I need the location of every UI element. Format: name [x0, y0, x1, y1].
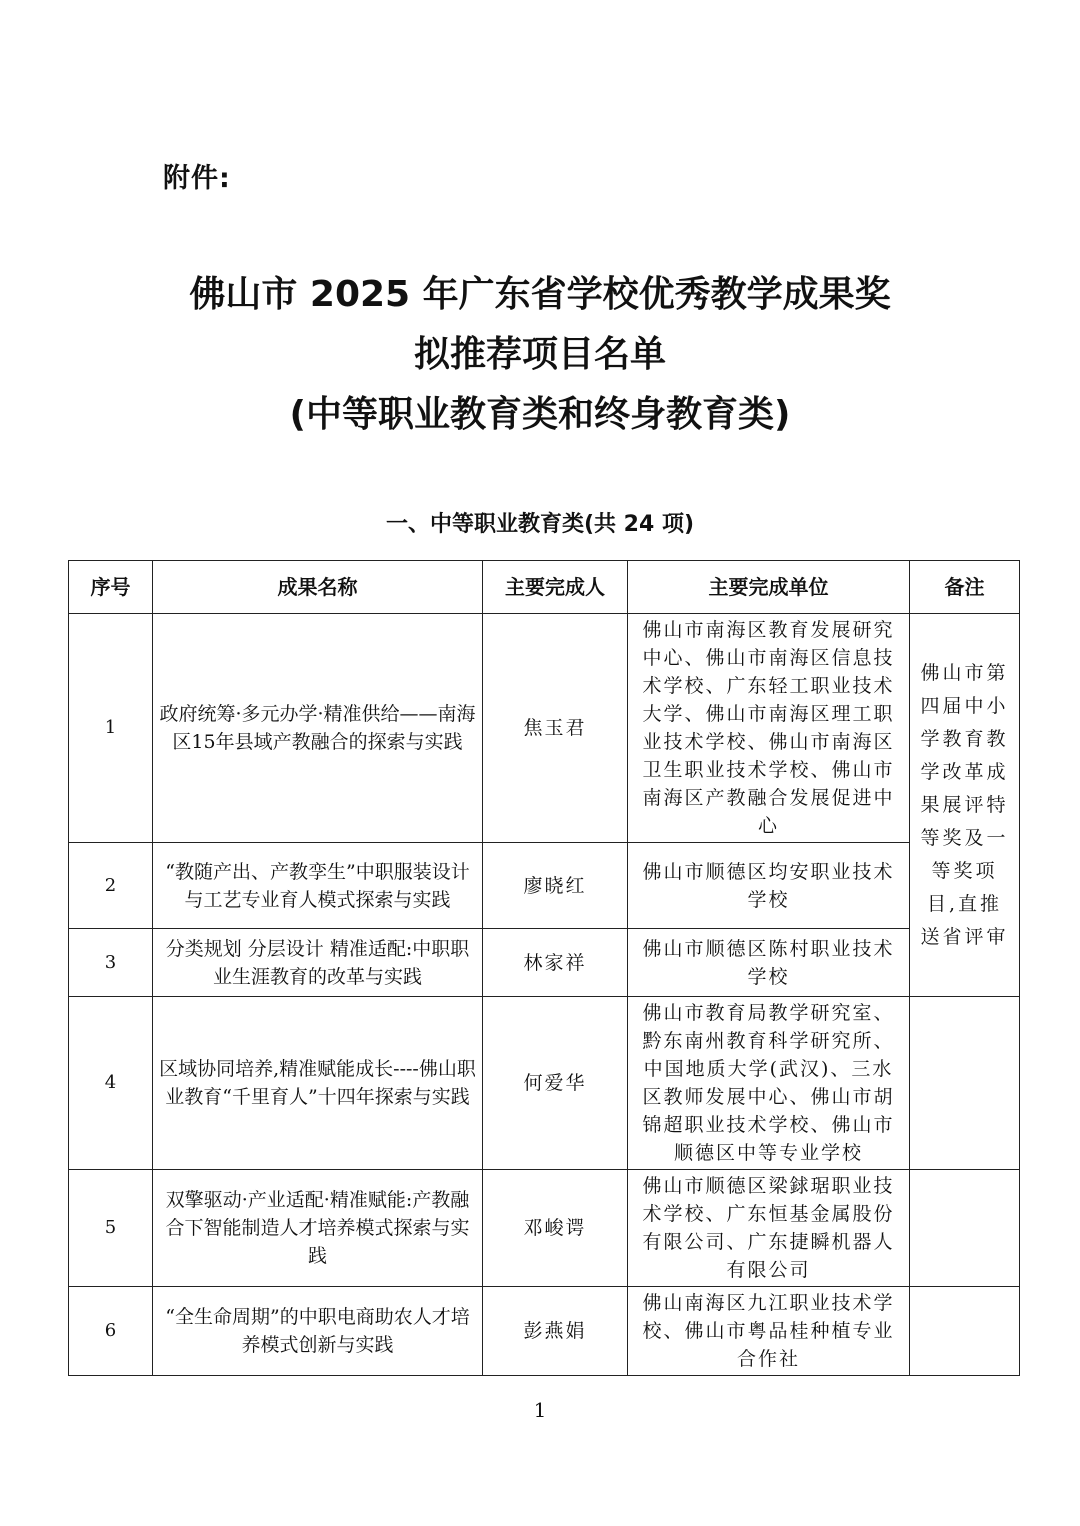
- document-title: [0, 265, 1080, 445]
- section-heading: 一、中等职业教育类(共 24 项): [385, 512, 695, 537]
- header-seq: 序号: [69, 561, 153, 614]
- row-note: [910, 1170, 1020, 1287]
- header-org: 主要完成单位: [628, 561, 910, 614]
- table-row: [69, 1287, 1020, 1376]
- title-line-1: 佛山市 2025 年广东省学校优秀教学成果奖: [189, 274, 891, 315]
- row-note: [910, 997, 1020, 1170]
- attachment-label: 附件:: [163, 163, 231, 194]
- row-org: 佛山市南海区教育发展研究中心、佛山市南海区信息技术学校、广东轻工职业技术大学、佛山市南海区理工职业技术学校、佛山市南海区卫生职业技术学校、佛山市南海区产教融合发展促进中心: [628, 614, 910, 843]
- row-org: 佛山市顺德区均安职业技术学校: [628, 843, 910, 929]
- table-row: [69, 997, 1020, 1170]
- row-person: 何爱华: [483, 997, 628, 1170]
- row-org: 佛山南海区九江职业技术学校、佛山市粤品桂种植专业合作社: [628, 1287, 910, 1376]
- page-number: 1: [533, 1398, 547, 1422]
- row-note: [910, 1287, 1020, 1376]
- row-org: 佛山市教育局教学研究室、黔东南州教育科学研究所、中国地质大学(武汉)、三水区教师发展中心、佛山市胡锦超职业技术学校、佛山市顺德区中等专业学校: [628, 997, 910, 1170]
- row-note-merged: 佛山市第四届中小学教育教学改革成果展评特等奖及一等奖项目,直推送省评审: [910, 614, 1020, 997]
- table-header-row: [69, 561, 1020, 614]
- header-person: 主要完成人: [483, 561, 628, 614]
- table-row: [69, 843, 1020, 929]
- row-name: “教随产出、产教孪生”中职服装设计与工艺专业育人模式探索与实践: [153, 843, 483, 929]
- row-name: 政府统筹·多元办学·精准供给——南海区15年县域产教融合的探索与实践: [153, 614, 483, 843]
- row-name: 区域协同培养,精准赋能成长----佛山职业教育“千里育人”十四年探索与实践: [153, 997, 483, 1170]
- row-name: “全生命周期”的中职电商助农人才培养模式创新与实践: [153, 1287, 483, 1376]
- title-line-2: 拟推荐项目名单: [413, 334, 666, 375]
- row-seq: 3: [69, 929, 153, 997]
- header-note: 备注: [910, 561, 1020, 614]
- title-line-3: (中等职业教育类和终身教育类): [289, 394, 791, 435]
- row-seq: 4: [69, 997, 153, 1170]
- results-table: [68, 560, 1020, 1376]
- row-seq: 6: [69, 1287, 153, 1376]
- row-seq: 5: [69, 1170, 153, 1287]
- table-row: [69, 614, 1020, 843]
- row-name: 双擎驱动·产业适配·精准赋能:产教融合下智能制造人才培养模式探索与实践: [153, 1170, 483, 1287]
- row-seq: 1: [69, 614, 153, 843]
- row-seq: 2: [69, 843, 153, 929]
- row-person: 邓峻谔: [483, 1170, 628, 1287]
- row-org: 佛山市顺德区陈村职业技术学校: [628, 929, 910, 997]
- row-person: 廖晓红: [483, 843, 628, 929]
- row-name: 分类规划 分层设计 精准适配:中职职业生涯教育的改革与实践: [153, 929, 483, 997]
- header-name: 成果名称: [153, 561, 483, 614]
- row-org: 佛山市顺德区梁銶琚职业技术学校、广东恒基金属股份有限公司、广东捷瞬机器人有限公司: [628, 1170, 910, 1287]
- row-person: 林家祥: [483, 929, 628, 997]
- row-person: 焦玉君: [483, 614, 628, 843]
- table-row: [69, 929, 1020, 997]
- table-row: [69, 1170, 1020, 1287]
- row-person: 彭燕娟: [483, 1287, 628, 1376]
